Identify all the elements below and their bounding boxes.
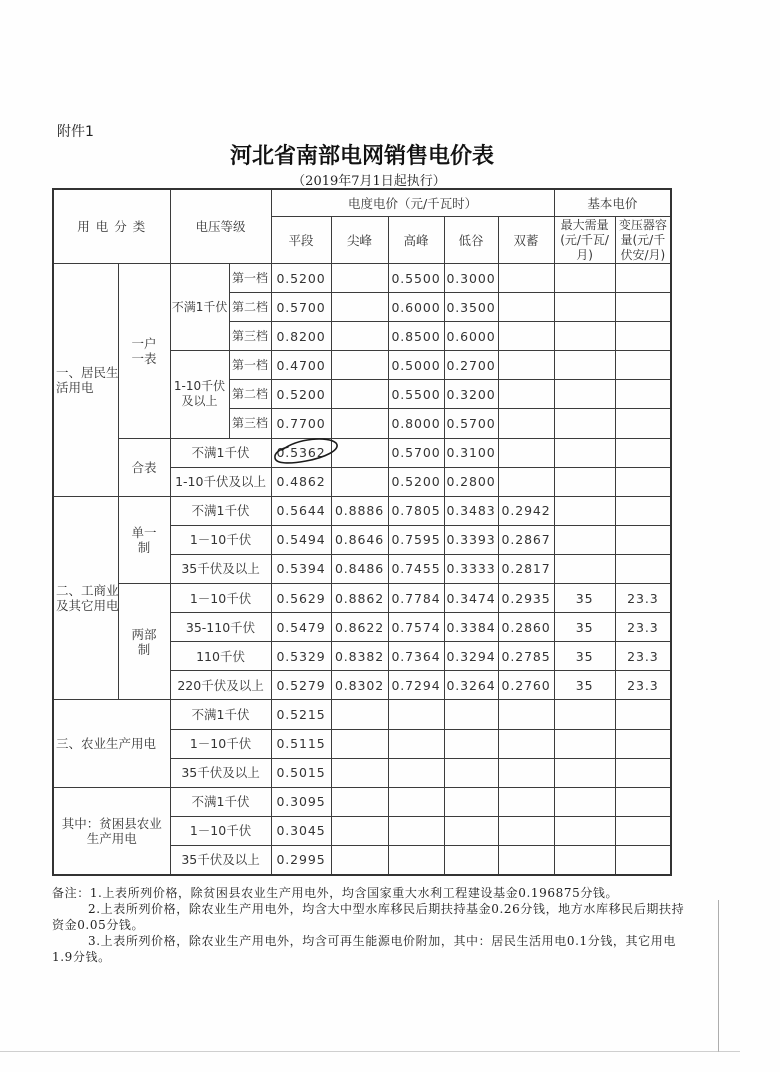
subgroup-label: 单一制 xyxy=(131,524,157,555)
price-valley: 0.3264 xyxy=(444,671,498,700)
category-label: 三、农业生产用电 xyxy=(56,736,157,752)
price-max-demand xyxy=(554,351,615,380)
price-peak: 0.8500 xyxy=(388,322,444,351)
category-label: 其中：贫困县农业生产用电 xyxy=(61,815,162,846)
voltage-label: 35千伏及以上 xyxy=(181,852,260,868)
voltage-label: 35-110千伏 xyxy=(185,619,256,635)
header-basic-price-text: 基本电价 xyxy=(587,195,638,211)
note-1 xyxy=(52,884,618,901)
price-sharp-peak: 0.8646 xyxy=(331,525,388,554)
price-sharp-peak xyxy=(331,700,388,729)
price-dual-storage xyxy=(498,351,554,380)
price-flat: 0.5200 xyxy=(271,380,331,409)
price-valley: 0.2800 xyxy=(444,467,498,496)
price-peak: 0.5500 xyxy=(388,264,444,293)
price-flat: 0.5644 xyxy=(271,496,331,525)
price-peak: 0.7805 xyxy=(388,496,444,525)
price-flat: 0.5279 xyxy=(271,671,331,700)
voltage-cell xyxy=(170,467,271,496)
price-dual-storage xyxy=(498,467,554,496)
price-peak xyxy=(388,787,444,816)
price-valley: 0.3384 xyxy=(444,613,498,642)
header-category-text: 用 电 分 类 xyxy=(77,219,147,234)
price-valley xyxy=(444,845,498,875)
voltage-cell xyxy=(170,816,271,845)
header-voltage xyxy=(170,189,271,264)
scan-edge-line-vertical xyxy=(718,900,719,1052)
voltage-label: 35千伏及以上 xyxy=(181,561,260,577)
voltage-cell xyxy=(170,264,229,351)
price-flat: 0.4862 xyxy=(271,467,331,496)
price-dual-storage xyxy=(498,729,554,758)
price-flat: 0.3095 xyxy=(271,787,331,816)
price-flat: 0.5479 xyxy=(271,613,331,642)
price-flat: 0.5629 xyxy=(271,584,331,613)
voltage-label: 35千伏及以上 xyxy=(181,765,260,781)
price-flat: 0.5394 xyxy=(271,554,331,583)
voltage-cell xyxy=(170,729,271,758)
price-transformer-capacity xyxy=(615,525,671,554)
price-dual-storage xyxy=(498,322,554,351)
price-flat: 0.5494 xyxy=(271,525,331,554)
table-row xyxy=(53,787,671,816)
electricity-price-table xyxy=(52,188,672,876)
header-row-1 xyxy=(53,189,671,217)
price-sharp-peak: 0.8886 xyxy=(331,496,388,525)
note-1-text: 1.上表所列价格，除贫困县农业生产用电外，均含国家重大水利工程建设基金0.196875分钱。 xyxy=(89,886,619,900)
category-label: 一、居民生活用电 xyxy=(56,364,119,395)
notes-label: 备注： xyxy=(52,886,90,900)
price-transformer-capacity: 23.3 xyxy=(615,642,671,671)
voltage-label: 1－10千伏 xyxy=(189,590,252,606)
price-sharp-peak xyxy=(331,467,388,496)
price-peak: 0.8000 xyxy=(388,409,444,438)
page-title: 河北省南部电网销售电价表 xyxy=(229,143,494,169)
header-valley: 低谷 xyxy=(444,217,498,264)
price-max-demand xyxy=(554,322,615,351)
tier-cell: 第三档 xyxy=(229,322,271,351)
category-cell xyxy=(53,264,118,497)
price-max-demand xyxy=(554,525,615,554)
table-row xyxy=(53,438,671,467)
price-max-demand: 35 xyxy=(554,613,615,642)
note-2-line-2: 资金0.05分钱。 xyxy=(52,918,145,932)
voltage-cell xyxy=(170,787,271,816)
price-max-demand xyxy=(554,380,615,409)
price-transformer-capacity xyxy=(615,787,671,816)
voltage-label: 1-10千伏及以上 xyxy=(173,379,226,409)
price-peak: 0.5200 xyxy=(388,467,444,496)
voltage-label: 110千伏 xyxy=(196,648,245,664)
price-peak: 0.7364 xyxy=(388,642,444,671)
price-valley: 0.3100 xyxy=(444,438,498,467)
price-dual-storage: 0.2942 xyxy=(498,496,554,525)
header-flat: 平段 xyxy=(271,217,331,264)
price-valley: 0.3000 xyxy=(444,264,498,293)
attachment-label: 附件1 xyxy=(57,124,94,140)
price-sharp-peak: 0.8862 xyxy=(331,584,388,613)
table-row xyxy=(53,264,671,293)
price-sharp-peak: 0.8302 xyxy=(331,671,388,700)
price-max-demand xyxy=(554,729,615,758)
price-transformer-capacity: 23.3 xyxy=(615,613,671,642)
voltage-label: 不满1千伏 xyxy=(191,706,250,722)
price-transformer-capacity xyxy=(615,438,671,467)
header-voltage-text: 电压等级 xyxy=(195,219,246,234)
category-cell xyxy=(53,496,118,700)
price-flat: 0.5329 xyxy=(271,642,331,671)
header-peak: 高峰 xyxy=(388,217,444,264)
price-max-demand xyxy=(554,293,615,322)
voltage-label: 1－10千伏 xyxy=(189,736,252,752)
price-sharp-peak xyxy=(331,351,388,380)
voltage-label: 不满1千伏 xyxy=(171,300,228,315)
voltage-cell xyxy=(170,525,271,554)
note-3-line-2: 1.9分钱。 xyxy=(52,950,111,964)
price-valley: 0.3483 xyxy=(444,496,498,525)
header-basic-price xyxy=(554,189,671,217)
header-transformer-capacity-text: 变压器容量(元/千伏安/月) xyxy=(618,217,667,262)
price-transformer-capacity: 23.3 xyxy=(615,584,671,613)
subgroup-cell xyxy=(118,496,170,583)
price-valley: 0.3200 xyxy=(444,380,498,409)
price-peak: 0.7595 xyxy=(388,525,444,554)
voltage-label: 220千伏及以上 xyxy=(177,677,264,693)
subgroup-label: 两部制 xyxy=(131,626,157,657)
price-max-demand xyxy=(554,554,615,583)
header-max-demand xyxy=(554,217,615,264)
price-transformer-capacity xyxy=(615,845,671,875)
voltage-cell xyxy=(170,758,271,787)
price-dual-storage: 0.2860 xyxy=(498,613,554,642)
price-transformer-capacity xyxy=(615,264,671,293)
price-peak xyxy=(388,816,444,845)
price-peak: 0.7294 xyxy=(388,671,444,700)
voltage-cell xyxy=(170,700,271,729)
price-sharp-peak xyxy=(331,758,388,787)
price-max-demand xyxy=(554,409,615,438)
price-valley xyxy=(444,787,498,816)
voltage-cell xyxy=(170,584,271,613)
price-sharp-peak xyxy=(331,264,388,293)
price-max-demand xyxy=(554,816,615,845)
price-sharp-peak: 0.8382 xyxy=(331,642,388,671)
price-max-demand xyxy=(554,787,615,816)
price-flat: 0.5200 xyxy=(271,264,331,293)
price-max-demand: 35 xyxy=(554,642,615,671)
price-transformer-capacity xyxy=(615,554,671,583)
price-max-demand xyxy=(554,496,615,525)
tier-cell: 第三档 xyxy=(229,409,271,438)
price-peak: 0.7784 xyxy=(388,584,444,613)
price-flat: 0.8200 xyxy=(271,322,331,351)
voltage-label: 不满1千伏 xyxy=(191,445,250,461)
price-valley xyxy=(444,729,498,758)
price-flat: 0.2995 xyxy=(271,845,331,875)
price-max-demand xyxy=(554,700,615,729)
price-valley: 0.3500 xyxy=(444,293,498,322)
note-3-line-1: 3.上表所列价格，除农业生产用电外，均含可再生能源电价附加，其中：居民生活用电0.1分钱，其它用电 xyxy=(88,934,676,948)
price-sharp-peak xyxy=(331,293,388,322)
category-cell xyxy=(53,700,170,787)
price-peak xyxy=(388,700,444,729)
subgroup-cell xyxy=(118,264,170,439)
note-2-line-1: 2.上表所列价格，除农业生产用电外，均含大中型水库移民后期扶持基金0.26分钱，地方水库移民后期扶持 xyxy=(88,902,685,916)
voltage-label: 不满1千伏 xyxy=(191,503,250,519)
header-transformer-capacity xyxy=(615,217,671,264)
price-sharp-peak: 0.8486 xyxy=(331,554,388,583)
price-sharp-peak xyxy=(331,845,388,875)
price-valley: 0.5700 xyxy=(444,409,498,438)
price-dual-storage: 0.2935 xyxy=(498,584,554,613)
price-dual-storage xyxy=(498,787,554,816)
price-dual-storage xyxy=(498,845,554,875)
table-row xyxy=(53,496,671,525)
handwritten-circle-annotation xyxy=(268,434,344,468)
price-flat: 0.5015 xyxy=(271,758,331,787)
price-transformer-capacity xyxy=(615,380,671,409)
table-body xyxy=(53,264,671,875)
price-max-demand xyxy=(554,467,615,496)
price-flat: 0.5215 xyxy=(271,700,331,729)
price-flat: 0.7700 xyxy=(271,409,331,438)
price-peak: 0.7455 xyxy=(388,554,444,583)
price-dual-storage xyxy=(498,816,554,845)
price-max-demand: 35 xyxy=(554,584,615,613)
subgroup-label: 一户一表 xyxy=(131,335,157,366)
price-transformer-capacity xyxy=(615,409,671,438)
price-peak: 0.5500 xyxy=(388,380,444,409)
category-cell xyxy=(53,787,170,875)
price-sharp-peak xyxy=(331,729,388,758)
price-peak: 0.5700 xyxy=(388,438,444,467)
tier-cell: 第一档 xyxy=(229,264,271,293)
price-dual-storage: 0.2785 xyxy=(498,642,554,671)
price-peak: 0.5000 xyxy=(388,351,444,380)
price-transformer-capacity xyxy=(615,467,671,496)
price-dual-storage: 0.2760 xyxy=(498,671,554,700)
price-dual-storage xyxy=(498,409,554,438)
price-flat: 0.5115 xyxy=(271,729,331,758)
price-transformer-capacity xyxy=(615,293,671,322)
price-transformer-capacity: 23.3 xyxy=(615,671,671,700)
price-sharp-peak: 0.8622 xyxy=(331,613,388,642)
price-max-demand xyxy=(554,264,615,293)
voltage-cell xyxy=(170,613,271,642)
table-row xyxy=(53,700,671,729)
category-label: 二、工商业及其它用电 xyxy=(56,583,119,614)
voltage-cell xyxy=(170,671,271,700)
price-transformer-capacity xyxy=(615,322,671,351)
header-dual-storage: 双蓄 xyxy=(498,217,554,264)
price-dual-storage xyxy=(498,700,554,729)
price-valley xyxy=(444,700,498,729)
price-dual-storage: 0.2817 xyxy=(498,554,554,583)
price-peak: 0.7574 xyxy=(388,613,444,642)
price-transformer-capacity xyxy=(615,700,671,729)
price-sharp-peak xyxy=(331,322,388,351)
effective-date-subtitle: （2019年7月1日起执行） xyxy=(292,174,446,189)
subgroup-cell xyxy=(118,584,170,700)
price-valley: 0.3333 xyxy=(444,554,498,583)
table-row xyxy=(53,584,671,613)
voltage-cell xyxy=(170,351,229,438)
voltage-cell xyxy=(170,496,271,525)
price-dual-storage xyxy=(498,380,554,409)
price-flat: 0.5700 xyxy=(271,293,331,322)
price-dual-storage xyxy=(498,438,554,467)
price-max-demand xyxy=(554,438,615,467)
price-flat: 0.5362 xyxy=(271,438,331,467)
header-energy-price xyxy=(271,189,554,217)
price-transformer-capacity xyxy=(615,351,671,380)
voltage-cell xyxy=(170,438,271,467)
price-valley xyxy=(444,758,498,787)
price-flat: 0.4700 xyxy=(271,351,331,380)
price-max-demand xyxy=(554,758,615,787)
price-transformer-capacity xyxy=(615,729,671,758)
price-peak xyxy=(388,729,444,758)
price-transformer-capacity xyxy=(615,816,671,845)
header-category xyxy=(53,189,170,264)
price-valley: 0.3294 xyxy=(444,642,498,671)
price-dual-storage xyxy=(498,758,554,787)
price-sharp-peak xyxy=(331,816,388,845)
tier-cell: 第二档 xyxy=(229,380,271,409)
voltage-label: 不满1千伏 xyxy=(191,794,250,810)
price-peak xyxy=(388,845,444,875)
header-max-demand-text: 最大需量(元/千瓦/月) xyxy=(560,217,609,262)
price-valley: 0.6000 xyxy=(444,322,498,351)
scan-edge-line-horizontal xyxy=(0,1051,740,1052)
tier-cell: 第一档 xyxy=(229,351,271,380)
price-max-demand: 35 xyxy=(554,671,615,700)
price-dual-storage xyxy=(498,293,554,322)
price-valley xyxy=(444,816,498,845)
voltage-cell xyxy=(170,845,271,875)
price-transformer-capacity xyxy=(615,496,671,525)
price-peak: 0.6000 xyxy=(388,293,444,322)
voltage-cell xyxy=(170,554,271,583)
tier-cell: 第二档 xyxy=(229,293,271,322)
header-energy-price-text: 电度电价（元/千瓦时） xyxy=(347,195,478,211)
price-max-demand xyxy=(554,845,615,875)
price-dual-storage xyxy=(498,264,554,293)
price-dual-storage: 0.2867 xyxy=(498,525,554,554)
voltage-label: 1-10千伏及以上 xyxy=(175,474,266,490)
voltage-cell xyxy=(170,642,271,671)
price-valley: 0.2700 xyxy=(444,351,498,380)
voltage-label: 1－10千伏 xyxy=(189,532,252,548)
subgroup-cell xyxy=(118,438,170,496)
price-transformer-capacity xyxy=(615,758,671,787)
price-flat: 0.3045 xyxy=(271,816,331,845)
price-sharp-peak xyxy=(331,380,388,409)
price-valley: 0.3474 xyxy=(444,584,498,613)
voltage-label: 1－10千伏 xyxy=(189,823,252,839)
price-valley: 0.3393 xyxy=(444,525,498,554)
subgroup-label: 合表 xyxy=(131,459,157,475)
price-peak xyxy=(388,758,444,787)
header-sharp-peak: 尖峰 xyxy=(331,217,388,264)
price-sharp-peak xyxy=(331,787,388,816)
